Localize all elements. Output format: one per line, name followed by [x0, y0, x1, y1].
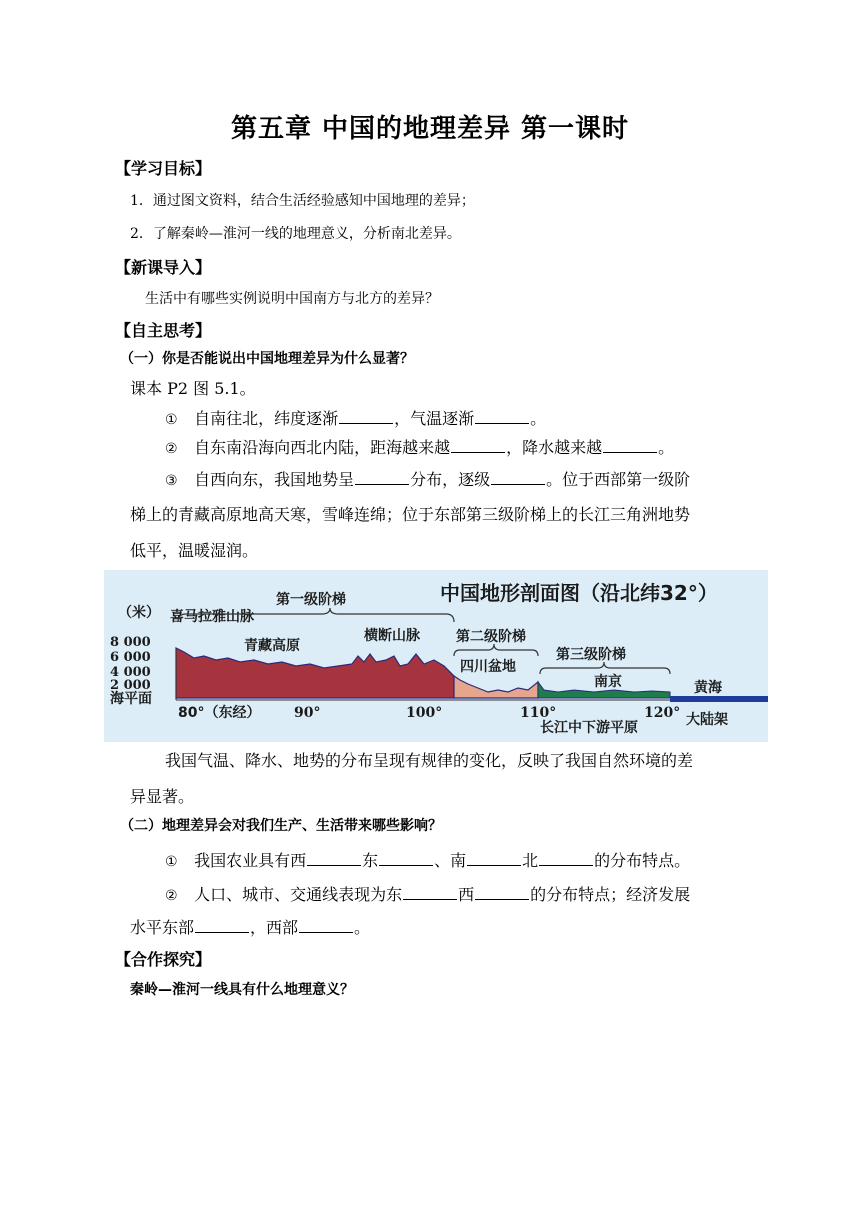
question-2-title: （二）地理差异会对我们生产、生活带来哪些影响？ — [120, 818, 442, 834]
objectives-heading: 【学习目标】 — [115, 159, 212, 178]
fill-item-3 — [165, 467, 690, 490]
x-tick-label: 80°（东经） — [178, 705, 261, 721]
item-text: 。 — [658, 438, 675, 457]
item-text: 。位于西部第一级阶 — [546, 470, 691, 489]
self-study-heading: 【自主思考】 — [115, 321, 212, 340]
item-text: 北 — [522, 851, 539, 870]
label-plain: 长江中下游平原 — [540, 720, 638, 736]
answer-blank[interactable] — [379, 864, 433, 866]
x-tick-label: 120° — [644, 705, 681, 721]
label-plateau: 青藏高原 — [244, 638, 300, 654]
intro-text: 生活中有哪些实例说明中国南方与北方的差异？ — [145, 291, 439, 307]
answer-blank[interactable] — [603, 451, 657, 453]
item-text: 东 — [362, 851, 379, 870]
label-yellow-sea: 黄海 — [694, 680, 722, 696]
item-text: 的分布特点；经济发展 — [530, 885, 691, 904]
item-text: 。 — [354, 918, 371, 937]
item-text: 分布，逐级 — [410, 470, 491, 489]
answer-blank[interactable] — [195, 931, 249, 933]
x-tick-label: 100° — [406, 705, 443, 721]
fill-item-5 — [165, 882, 690, 905]
answer-blank[interactable] — [467, 864, 521, 866]
answer-blank[interactable] — [307, 864, 361, 866]
answer-blank[interactable] — [403, 898, 457, 900]
fill-item-5-continuation — [130, 915, 370, 938]
y-tick-label: 4 000 — [110, 665, 151, 680]
answer-blank[interactable] — [475, 422, 529, 424]
label-step3: 第三级阶梯 — [556, 647, 626, 663]
page-title: 第五章 中国的地理差异 第一课时 — [230, 114, 630, 144]
fill-item-4 — [165, 848, 690, 871]
objective-item: 2．了解秦岭—淮河一线的地理意义，分析南北差异。 — [130, 226, 461, 242]
terrain-step2 — [454, 676, 538, 698]
y-unit: （米） — [118, 605, 160, 621]
label-shelf: 大陆架 — [686, 712, 728, 728]
label-sichuan: 四川盆地 — [460, 659, 516, 675]
item-text: ，降水越来越 — [506, 438, 603, 457]
item-number: ① — [165, 854, 178, 870]
intro-heading: 【新课导入】 — [115, 258, 212, 277]
sea-band — [670, 696, 768, 702]
y-tick-label: 2 000 — [110, 678, 151, 693]
fill-item-2 — [165, 435, 674, 458]
item-text: ，西部 — [250, 918, 299, 937]
coop-heading: 【合作探究】 — [115, 950, 212, 969]
step3-brace — [540, 662, 670, 674]
answer-blank[interactable] — [451, 451, 505, 453]
figure-title: 中国地形剖面图（沿北纬32°） — [440, 581, 718, 605]
item-text: ，气温逐渐 — [394, 409, 475, 428]
item-3-continuation: 低平，温暖湿润。 — [130, 541, 259, 560]
summary-text: 异显著。 — [130, 787, 195, 806]
item-text: 自东南沿海向西北内陆，距海越来越 — [194, 438, 451, 457]
answer-blank[interactable] — [475, 898, 529, 900]
item-number: ③ — [165, 473, 178, 489]
answer-blank[interactable] — [539, 864, 593, 866]
label-nanjing: 南京 — [594, 674, 622, 690]
item-text: 的分布特点。 — [594, 851, 691, 870]
label-step2: 第二级阶梯 — [456, 629, 526, 645]
item-number: ① — [165, 412, 178, 428]
item-text: 人口、城市、交通线表现为东 — [194, 885, 403, 904]
answer-blank[interactable] — [491, 483, 545, 485]
terrain-step1 — [176, 648, 454, 698]
answer-blank[interactable] — [355, 483, 409, 485]
item-number: ② — [165, 441, 178, 457]
item-text: 西 — [458, 885, 475, 904]
item-text: 自南往北，纬度逐渐 — [194, 409, 339, 428]
item-text: 水平东部 — [130, 918, 195, 937]
x-tick-label: 110° — [520, 705, 557, 721]
item-text: 。 — [530, 409, 547, 428]
y-tick-label: 8 000 — [110, 635, 151, 650]
y-tick-label: 6 000 — [110, 650, 151, 665]
item-text: 、南 — [434, 851, 467, 870]
answer-blank[interactable] — [299, 931, 353, 933]
terrain-profile-svg — [104, 570, 768, 742]
fill-item-1 — [165, 406, 546, 429]
label-himalaya: 喜马拉雅山脉 — [170, 609, 254, 625]
answer-blank[interactable] — [339, 422, 393, 424]
x-tick-label: 90° — [294, 705, 321, 721]
item-3-continuation: 梯上的青藏高原地高天寒，雪峰连绵；位于东部第三级阶梯上的长江三角洲地势 — [130, 505, 691, 524]
sea-level-label: 海平面 — [110, 691, 152, 707]
objective-item: 1．通过图文资料，结合生活经验感知中国地理的差异； — [130, 193, 475, 209]
summary-text: 我国气温、降水、地势的分布呈现有规律的变化，反映了我国自然环境的差 — [165, 751, 694, 770]
step2-brace — [454, 644, 538, 656]
label-step1: 第一级阶梯 — [276, 592, 346, 608]
item-number: ② — [165, 888, 178, 904]
terrain-profile-figure — [104, 570, 768, 742]
item-text: 自西向东，我国地势呈 — [194, 470, 355, 489]
label-hengduan: 横断山脉 — [364, 628, 420, 644]
textbook-reference: 课本 P2 图 5.1。 — [130, 379, 256, 398]
coop-question: 秦岭—淮河一线具有什么地理意义？ — [130, 982, 354, 998]
question-1-title: （一）你是否能说出中国地理差异为什么显著？ — [120, 351, 414, 367]
item-text: 我国农业具有西 — [194, 851, 307, 870]
